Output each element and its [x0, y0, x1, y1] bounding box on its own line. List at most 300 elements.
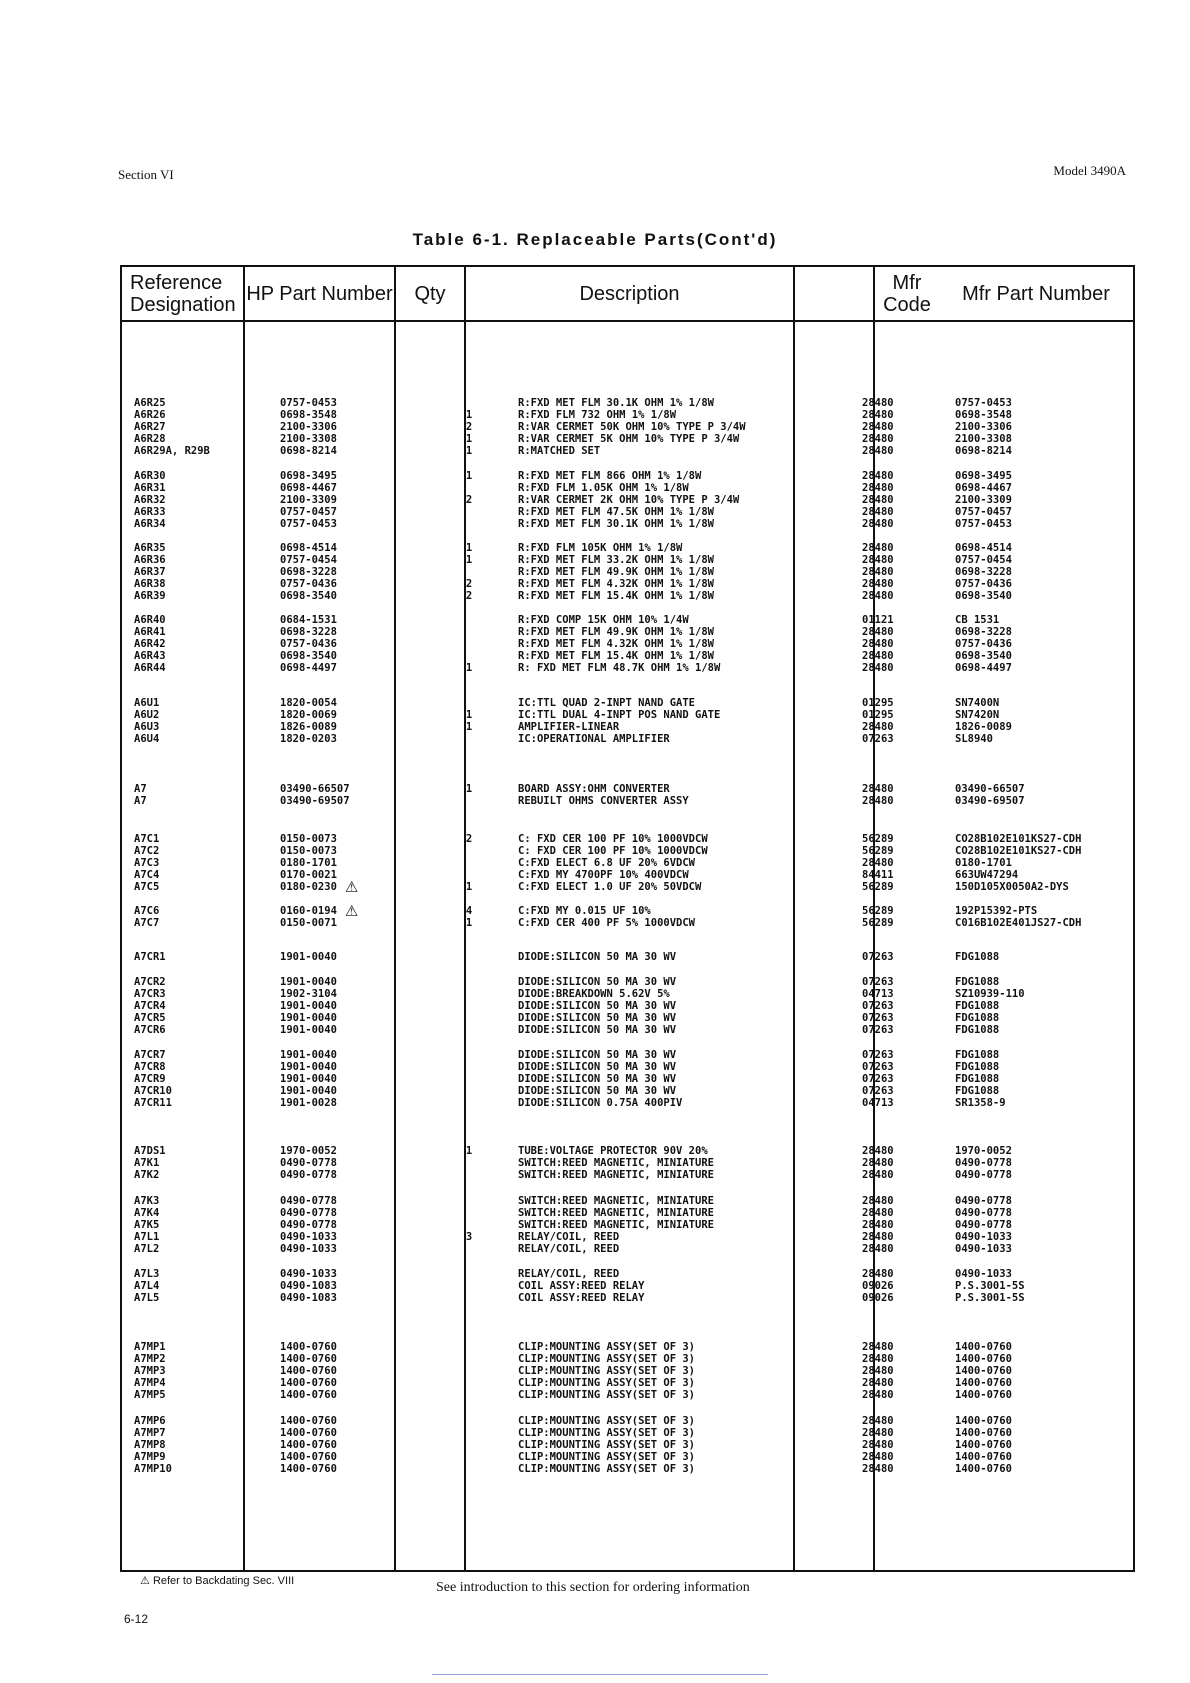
mfr-code: 28480	[862, 542, 894, 554]
table-row	[122, 1097, 1133, 1110]
mfr-part-number: SZ10939-110	[955, 988, 1025, 1000]
reference-designation: A7CR8	[134, 1061, 166, 1073]
hp-part-number: 0150-0073	[280, 833, 337, 845]
mfr-code: 28480	[862, 1169, 894, 1181]
reference-designation: A6R25	[134, 397, 166, 409]
reference-designation: A7MP1	[134, 1341, 166, 1353]
hp-part-number: 0757-0453	[280, 518, 337, 530]
mfr-code: 28480	[862, 1243, 894, 1255]
reference-designation: A7MP3	[134, 1365, 166, 1377]
bottom-rule	[432, 1674, 768, 1675]
mfr-code: 07263	[862, 1024, 894, 1036]
mfr-code: 28480	[862, 1145, 894, 1157]
mfr-part-number: 0698-3540	[955, 650, 1012, 662]
description: CLIP:MOUNTING ASSY(SET OF 3)	[518, 1415, 696, 1427]
reference-designation: A6R32	[134, 494, 166, 506]
description: DIODE:SILICON 50 MA 30 WV	[518, 1061, 677, 1073]
description: R:FXD MET FLM 866 OHM 1% 1/8W	[518, 470, 702, 482]
table-row	[122, 878, 1133, 896]
mfr-code: 28480	[862, 650, 894, 662]
mfr-part-number: 03490-69507	[955, 795, 1025, 807]
mfr-code: 28480	[862, 638, 894, 650]
description: SWITCH:REED MAGNETIC, MINIATURE	[518, 1157, 714, 1169]
hp-part-number: 0698-4497	[280, 662, 337, 674]
mfr-code: 28480	[862, 1268, 894, 1280]
reference-designation: A7CR1	[134, 951, 166, 963]
hp-part-number: 1820-0054	[280, 697, 337, 709]
mfr-code: 28480	[862, 1365, 894, 1377]
mfr-code: 28480	[862, 857, 894, 869]
col-header-description: Description	[579, 282, 680, 305]
reference-designation: A7MP2	[134, 1353, 166, 1365]
description: R:FXD MET FLM 33.2K OHM 1% 1/8W	[518, 554, 714, 566]
hp-part-number: 0150-0073	[280, 845, 337, 857]
mfr-part-number: 0180-1701	[955, 857, 1012, 869]
reference-designation: A6R33	[134, 506, 166, 518]
mfr-part-number: SN7400N	[955, 697, 1000, 709]
mfr-code: 28480	[862, 518, 894, 530]
table-body	[122, 267, 1133, 1570]
mfr-code: 07263	[862, 1000, 894, 1012]
reference-designation: A6R27	[134, 421, 166, 433]
hp-part-number: 1901-0040	[280, 1073, 337, 1085]
mfr-code: 56289	[862, 833, 894, 845]
reference-designation: A7MP6	[134, 1415, 166, 1427]
mfr-part-number: 1400-0760	[955, 1365, 1012, 1377]
backdating-footnote	[140, 1574, 294, 1587]
hp-part-number: 1400-0760	[280, 1389, 337, 1401]
mfr-code: 07263	[862, 733, 894, 745]
mfr-part-number: P.S.3001-5S	[955, 1280, 1025, 1292]
reference-designation: A7MP7	[134, 1427, 166, 1439]
hp-part-number: 1901-0040	[280, 1061, 337, 1073]
mfr-code: 28480	[862, 795, 894, 807]
hp-part-number: 1901-0040	[280, 976, 337, 988]
hp-part-number: 1901-0040	[280, 951, 337, 963]
mfr-code: 56289	[862, 905, 894, 917]
mfr-code: 01295	[862, 697, 894, 709]
mfr-part-number: 1400-0760	[955, 1353, 1012, 1365]
reference-designation: A7	[134, 795, 147, 807]
hp-part-number: 0150-0071	[280, 917, 337, 929]
description: CLIP:MOUNTING ASSY(SET OF 3)	[518, 1365, 696, 1377]
description: IC:TTL QUAD 2-INPT NAND GATE	[518, 697, 696, 709]
hp-part-number: 1400-0760	[280, 1415, 337, 1427]
hp-part-number: 0490-1083	[280, 1280, 337, 1292]
mfr-code: 28480	[862, 482, 894, 494]
mfr-code: 28480	[862, 1377, 894, 1389]
hp-part-number: 03490-66507	[280, 783, 350, 795]
col-header-mfr-part-number: Mfr Part Number	[962, 282, 1110, 305]
warning-triangle-icon: ⚠	[344, 902, 359, 920]
hp-part-number: 0490-1083	[280, 1292, 337, 1304]
reference-designation: A6R43	[134, 650, 166, 662]
mfr-part-number: 0698-3540	[955, 590, 1012, 602]
hp-part-number: 0490-0778	[280, 1157, 337, 1169]
quantity: 1	[465, 783, 473, 795]
description: R:FXD MET FLM 4.32K OHM 1% 1/8W	[518, 638, 714, 650]
table-row	[122, 951, 1133, 964]
hp-part-number: 0490-0778	[280, 1207, 337, 1219]
description: C:FXD MY 0.015 UF 10%	[518, 905, 651, 917]
hp-part-number: 0180-0230 ⚠	[280, 878, 359, 896]
description: CLIP:MOUNTING ASSY(SET OF 3)	[518, 1389, 696, 1401]
reference-designation: A6U3	[134, 721, 160, 733]
mfr-part-number: FDG1088	[955, 976, 1000, 988]
reference-designation: A7CR3	[134, 988, 166, 1000]
mfr-part-number: 0490-0778	[955, 1219, 1012, 1231]
mfr-code: 28480	[862, 662, 894, 674]
mfr-code: 28480	[862, 590, 894, 602]
reference-designation: A6R36	[134, 554, 166, 566]
mfr-code: 28480	[862, 397, 894, 409]
mfr-code: 01121	[862, 614, 894, 626]
mfr-code: 07263	[862, 976, 894, 988]
mfr-code: 28480	[862, 409, 894, 421]
mfr-part-number: 1400-0760	[955, 1451, 1012, 1463]
description: R:FXD FLM 732 OHM 1% 1/8W	[518, 409, 677, 421]
mfr-part-number: FDG1088	[955, 1073, 1000, 1085]
reference-designation: A7L3	[134, 1268, 160, 1280]
description: SWITCH:REED MAGNETIC, MINIATURE	[518, 1219, 714, 1231]
mfr-part-number: 0698-4514	[955, 542, 1012, 554]
mfr-code: 28480	[862, 445, 894, 457]
reference-designation: A7K1	[134, 1157, 160, 1169]
hp-part-number: 0180-1701	[280, 857, 337, 869]
description: CLIP:MOUNTING ASSY(SET OF 3)	[518, 1439, 696, 1451]
mfr-code: 28480	[862, 1427, 894, 1439]
mfr-part-number: FDG1088	[955, 1000, 1000, 1012]
description: R:FXD MET FLM 49.9K OHM 1% 1/8W	[518, 566, 714, 578]
hp-part-number: 1826-0089	[280, 721, 337, 733]
description: BOARD ASSY:OHM CONVERTER	[518, 783, 670, 795]
hp-part-number: 1901-0040	[280, 1000, 337, 1012]
reference-designation: A7CR5	[134, 1012, 166, 1024]
mfr-part-number: 1400-0760	[955, 1463, 1012, 1475]
hp-part-number: 0490-0778	[280, 1195, 337, 1207]
quantity: 2	[465, 421, 473, 433]
mfr-code: 28480	[862, 554, 894, 566]
hp-part-number: 2100-3306	[280, 421, 337, 433]
description: DIODE:SILICON 50 MA 30 WV	[518, 951, 677, 963]
mfr-code: 28480	[862, 421, 894, 433]
reference-designation: A7MP4	[134, 1377, 166, 1389]
mfr-part-number: 2100-3306	[955, 421, 1012, 433]
hp-part-number: 0170-0021	[280, 869, 337, 881]
section-label: Section VI	[118, 167, 174, 182]
reference-designation: A7K2	[134, 1169, 160, 1181]
hp-part-number: 0698-3540	[280, 650, 337, 662]
reference-designation: A7L4	[134, 1280, 160, 1292]
reference-designation: A7MP10	[134, 1463, 172, 1475]
description: RELAY/COIL, REED	[518, 1231, 620, 1243]
mfr-part-number: FDG1088	[955, 1049, 1000, 1061]
hp-part-number: 0490-1033	[280, 1231, 337, 1243]
mfr-code: 01295	[862, 709, 894, 721]
mfr-code: 28480	[862, 1231, 894, 1243]
reference-designation: A6R26	[134, 409, 166, 421]
description: R:FXD MET FLM 49.9K OHM 1% 1/8W	[518, 626, 714, 638]
mfr-part-number: 1826-0089	[955, 721, 1012, 733]
model-label: Model 3490A	[1053, 163, 1126, 178]
mfr-code: 28480	[862, 578, 894, 590]
description: R: FXD MET FLM 48.7K OHM 1% 1/8W	[518, 662, 721, 674]
mfr-code: 28480	[862, 1439, 894, 1451]
col-header-qty: Qty	[414, 282, 446, 305]
quantity: 1	[465, 662, 473, 674]
mfr-part-number: 0490-0778	[955, 1207, 1012, 1219]
description: IC:TTL DUAL 4-INPT POS NAND GATE	[518, 709, 721, 721]
description: CLIP:MOUNTING ASSY(SET OF 3)	[518, 1353, 696, 1365]
mfr-part-number: 2100-3308	[955, 433, 1012, 445]
hp-part-number: 0757-0454	[280, 554, 337, 566]
hp-part-number: 0698-3540	[280, 590, 337, 602]
mfr-part-number: 0490-1033	[955, 1243, 1012, 1255]
hp-part-number: 1400-0760	[280, 1353, 337, 1365]
hp-part-number: 1901-0028	[280, 1097, 337, 1109]
quantity: 1	[465, 709, 473, 721]
hp-part-number: 1400-0760	[280, 1451, 337, 1463]
table-row	[122, 1243, 1133, 1256]
table-row	[122, 590, 1133, 603]
description: DIODE:BREAKDOWN 5.62V 5%	[518, 988, 670, 1000]
hp-part-number: 0757-0453	[280, 397, 337, 409]
quantity: 1	[465, 409, 473, 421]
hp-part-number: 0757-0457	[280, 506, 337, 518]
reference-designation: A7CR9	[134, 1073, 166, 1085]
mfr-part-number: 192P15392-PTS	[955, 905, 1038, 917]
reference-designation: A6U1	[134, 697, 160, 709]
mfr-part-number: 0698-3228	[955, 626, 1012, 638]
reference-designation: A7C6	[134, 905, 160, 917]
description: R:VAR CERMET 5K OHM 10% TYPE P 3/4W	[518, 433, 740, 445]
description: DIODE:SILICON 50 MA 30 WV	[518, 1024, 677, 1036]
reference-designation: A7CR6	[134, 1024, 166, 1036]
table-row	[122, 917, 1133, 930]
mfr-part-number: 2100-3309	[955, 494, 1012, 506]
mfr-code: 07263	[862, 951, 894, 963]
description: IC:OPERATIONAL AMPLIFIER	[518, 733, 670, 745]
mfr-code: 28480	[862, 433, 894, 445]
hp-part-number: 1901-0040	[280, 1024, 337, 1036]
table-title: Table 6-1. Replaceable Parts(Cont'd)	[412, 230, 778, 249]
table-row	[122, 1292, 1133, 1305]
reference-designation: A6R29A, R29B	[134, 445, 210, 457]
description: R:FXD MET FLM 47.5K OHM 1% 1/8W	[518, 506, 714, 518]
description: DIODE:SILICON 50 MA 30 WV	[518, 1012, 677, 1024]
quantity: 1	[465, 433, 473, 445]
description: R:FXD FLM 105K OHM 1% 1/8W	[518, 542, 683, 554]
hp-part-number: 1901-0040	[280, 1049, 337, 1061]
description: CLIP:MOUNTING ASSY(SET OF 3)	[518, 1341, 696, 1353]
mfr-part-number: FDG1088	[955, 951, 1000, 963]
mfr-code: 28480	[862, 1195, 894, 1207]
reference-designation: A7K4	[134, 1207, 160, 1219]
description: C:FXD ELECT 6.8 UF 20% 6VDCW	[518, 857, 696, 869]
table-row	[122, 662, 1133, 675]
mfr-code: 28480	[862, 494, 894, 506]
description: RELAY/COIL, REED	[518, 1268, 620, 1280]
hp-part-number: 1820-0069	[280, 709, 337, 721]
description: CLIP:MOUNTING ASSY(SET OF 3)	[518, 1451, 696, 1463]
table-row	[122, 1463, 1133, 1476]
description: AMPLIFIER-LINEAR	[518, 721, 620, 733]
col-header-mfr-line2: Code	[883, 293, 931, 316]
table-row	[122, 518, 1133, 531]
hp-part-number: 0490-1033	[280, 1243, 337, 1255]
mfr-code: 28480	[862, 1415, 894, 1427]
description: SWITCH:REED MAGNETIC, MINIATURE	[518, 1207, 714, 1219]
reference-designation: A6R28	[134, 433, 166, 445]
mfr-code: 28480	[862, 1207, 894, 1219]
hp-part-number: 2100-3309	[280, 494, 337, 506]
mfr-code: 28480	[862, 566, 894, 578]
quantity: 1	[465, 917, 473, 929]
description: R:MATCHED SET	[518, 445, 601, 457]
mfr-part-number: 1400-0760	[955, 1341, 1012, 1353]
quantity: 2	[465, 833, 473, 845]
col-header-hp-part-number: HP Part Number	[246, 282, 393, 305]
hp-part-number: 1400-0760	[280, 1463, 337, 1475]
reference-designation: A7K3	[134, 1195, 160, 1207]
mfr-part-number: FDG1088	[955, 1061, 1000, 1073]
hp-part-number: 03490-69507	[280, 795, 350, 807]
mfr-part-number: 1400-0760	[955, 1427, 1012, 1439]
mfr-code: 28480	[862, 626, 894, 638]
mfr-part-number: 0698-3495	[955, 470, 1012, 482]
reference-designation: A6R41	[134, 626, 166, 638]
hp-part-number: 0684-1531	[280, 614, 337, 626]
mfr-part-number: 0490-1033	[955, 1231, 1012, 1243]
mfr-part-number: CO28B102E101KS27-CDH	[955, 845, 1082, 857]
description: R:FXD MET FLM 15.4K OHM 1% 1/8W	[518, 650, 714, 662]
mfr-part-number: 0490-0778	[955, 1157, 1012, 1169]
quantity: 1	[465, 445, 473, 457]
quantity: 1	[465, 542, 473, 554]
mfr-code: 09026	[862, 1292, 894, 1304]
mfr-part-number: 1970-0052	[955, 1145, 1012, 1157]
table-row	[122, 445, 1133, 458]
hp-part-number: 1901-0040	[280, 1085, 337, 1097]
table-row	[122, 1169, 1133, 1182]
description: R:VAR CERMET 2K OHM 10% TYPE P 3/4W	[518, 494, 740, 506]
description: C:FXD MY 4700PF 10% 400VDCW	[518, 869, 689, 881]
hp-part-number: 1400-0760	[280, 1365, 337, 1377]
description: RELAY/COIL, REED	[518, 1243, 620, 1255]
mfr-part-number: 150D105X0050A2-DYS	[955, 881, 1069, 893]
ordering-note: See introduction to this section for ordering information	[436, 1580, 750, 1595]
description: DIODE:SILICON 50 MA 30 WV	[518, 1000, 677, 1012]
reference-designation: A6R42	[134, 638, 166, 650]
quantity: 2	[465, 578, 473, 590]
mfr-code: 56289	[862, 917, 894, 929]
mfr-part-number: FDG1088	[955, 1024, 1000, 1036]
description: SWITCH:REED MAGNETIC, MINIATURE	[518, 1195, 714, 1207]
quantity: 1	[465, 554, 473, 566]
reference-designation: A7C1	[134, 833, 160, 845]
hp-part-number: 1400-0760	[280, 1439, 337, 1451]
mfr-part-number: 0757-0453	[955, 518, 1012, 530]
hp-part-number: 1400-0760	[280, 1377, 337, 1389]
reference-designation: A6R30	[134, 470, 166, 482]
quantity: 1	[465, 470, 473, 482]
description: R:FXD MET FLM 15.4K OHM 1% 1/8W	[518, 590, 714, 602]
reference-designation: A6R35	[134, 542, 166, 554]
mfr-part-number: 663UW47294	[955, 869, 1019, 881]
mfr-part-number: 0698-4467	[955, 482, 1012, 494]
mfr-code: 04713	[862, 1097, 894, 1109]
mfr-part-number: 0757-0457	[955, 506, 1012, 518]
hp-part-number: 0490-0778	[280, 1219, 337, 1231]
hp-part-number: 0757-0436	[280, 578, 337, 590]
description: DIODE:SILICON 50 MA 30 WV	[518, 1073, 677, 1085]
hp-part-number: 1400-0760	[280, 1427, 337, 1439]
mfr-part-number: 0698-8214	[955, 445, 1012, 457]
description: C:FXD ELECT 1.0 UF 20% 50VDCW	[518, 881, 702, 893]
reference-designation: A7CR11	[134, 1097, 172, 1109]
description: DIODE:SILICON 0.75A 400PIV	[518, 1097, 683, 1109]
mfr-code: 28480	[862, 1157, 894, 1169]
mfr-part-number: C016B102E401JS27-CDH	[955, 917, 1082, 929]
description: SWITCH:REED MAGNETIC, MINIATURE	[518, 1169, 714, 1181]
hp-part-number: 0698-3228	[280, 626, 337, 638]
mfr-part-number: 0698-3228	[955, 566, 1012, 578]
mfr-part-number: 0698-3548	[955, 409, 1012, 421]
mfr-part-number: SL8940	[955, 733, 993, 745]
mfr-code: 28480	[862, 1451, 894, 1463]
mfr-code: 28480	[862, 721, 894, 733]
reference-designation: A6R38	[134, 578, 166, 590]
description: R:FXD MET FLM 4.32K OHM 1% 1/8W	[518, 578, 714, 590]
col-header-mfr-line1: Mfr	[892, 271, 922, 294]
mfr-code: 04713	[862, 988, 894, 1000]
mfr-code: 28480	[862, 1341, 894, 1353]
col-header-reference-line1: Reference	[130, 271, 223, 294]
mfr-code: 28480	[862, 1219, 894, 1231]
description: R:FXD MET FLM 30.1K OHM 1% 1/8W	[518, 518, 714, 530]
mfr-part-number: P.S.3001-5S	[955, 1292, 1025, 1304]
hp-part-number: 1820-0203	[280, 733, 337, 745]
mfr-code: 28480	[862, 1353, 894, 1365]
col-header-reference-line2: Designation	[130, 293, 236, 316]
quantity: 1	[465, 881, 473, 893]
description: DIODE:SILICON 50 MA 30 WV	[518, 1085, 677, 1097]
mfr-part-number: 1400-0760	[955, 1415, 1012, 1427]
reference-designation: A7	[134, 783, 147, 795]
reference-designation: A7L1	[134, 1231, 160, 1243]
reference-designation: A6R40	[134, 614, 166, 626]
reference-designation: A6R31	[134, 482, 166, 494]
quantity: 2	[465, 590, 473, 602]
reference-designation: A7L5	[134, 1292, 160, 1304]
hp-part-number: 0698-4514	[280, 542, 337, 554]
reference-designation: A7K5	[134, 1219, 160, 1231]
description: COIL ASSY:REED RELAY	[518, 1280, 645, 1292]
description: REBUILT OHMS CONVERTER ASSY	[518, 795, 689, 807]
description: C: FXD CER 100 PF 10% 1000VDCW	[518, 833, 708, 845]
hp-part-number: 1902-3104	[280, 988, 337, 1000]
reference-designation: A7C3	[134, 857, 160, 869]
mfr-code: 07263	[862, 1085, 894, 1097]
description: R:FXD FLM 1.05K OHM 1% 1/8W	[518, 482, 689, 494]
mfr-part-number: SN7420N	[955, 709, 1000, 721]
hp-part-number: 1970-0052	[280, 1145, 337, 1157]
hp-part-number: 1400-0760	[280, 1341, 337, 1353]
mfr-code: 09026	[862, 1280, 894, 1292]
mfr-part-number: CO28B102E101KS27-CDH	[955, 833, 1082, 845]
mfr-code: 07263	[862, 1061, 894, 1073]
quantity: 3	[465, 1231, 473, 1243]
